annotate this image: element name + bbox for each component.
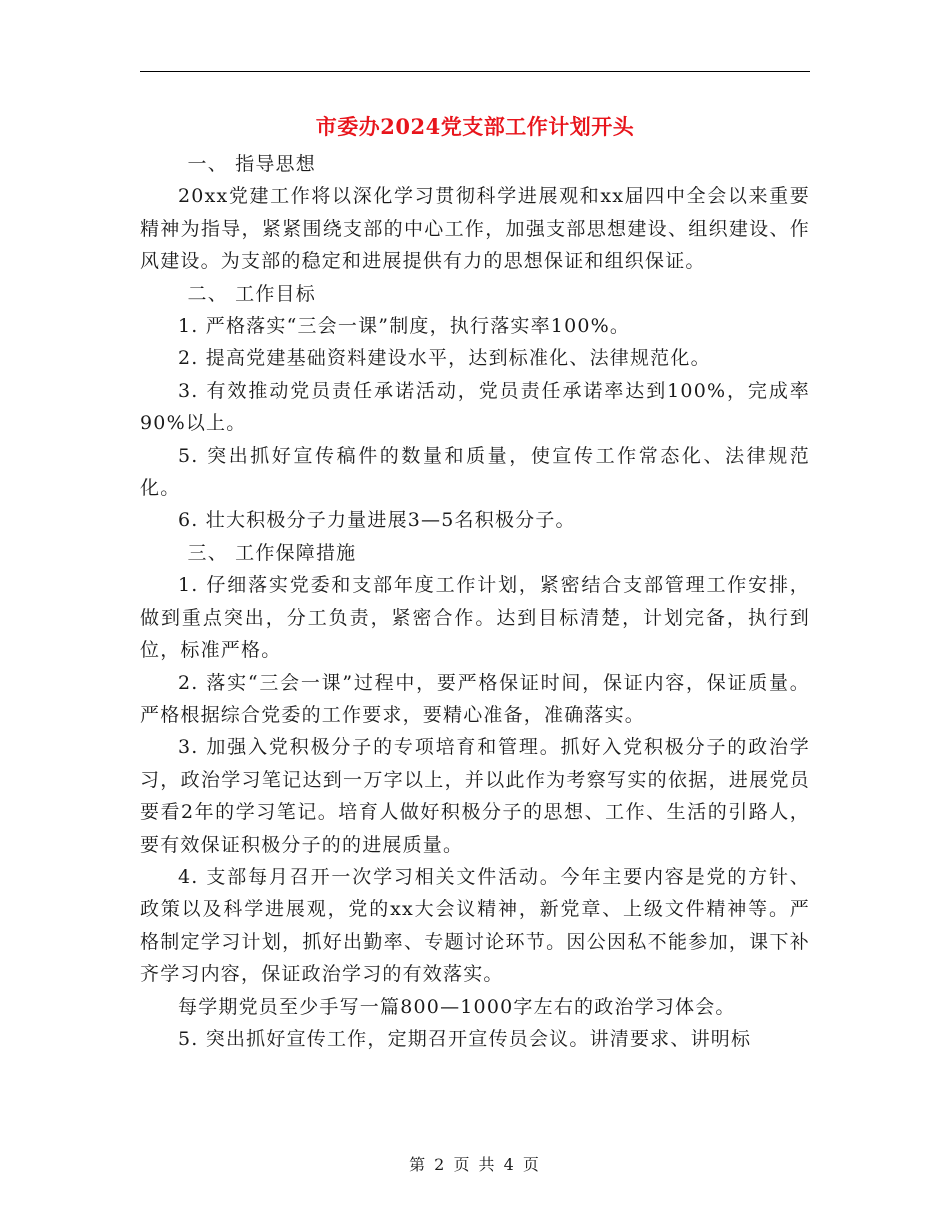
page-number: 第 2 页 共 4 页 bbox=[409, 1155, 541, 1174]
measure-item: 1. 仔细落实党委和支部年度工作计划，紧密结合支部管理工作安排，做到重点突出，分工负责，紧密合作。达到目标清楚，计划完备，执行到位，标准严格。 bbox=[140, 574, 810, 662]
goal-item: 3. 有效推动党员责任承诺活动，党员责任承诺率达到100%，完成率90%以上。 bbox=[140, 379, 810, 435]
document-title: 市委办2024党支部工作计划开头 bbox=[315, 114, 635, 139]
goal-item: 5. 突出抓好宣传稿件的数量和质量，使宣传工作常态化、法律规范化。 bbox=[140, 444, 810, 500]
measure-item: 2. 落实“三会一课”过程中，要严格保证时间，保证内容，保证质量。严格根据综合党委的工作要求，要精心准备，准确落实。 bbox=[140, 671, 810, 726]
goal-item: 1. 严格落实“三会一课”制度，执行落实率100%。 bbox=[178, 315, 631, 338]
measure-item: 4. 支部每月召开一次学习相关文件活动。今年主要内容是党的方针、政策以及科学进展观，党的xx大会议精神，新党章、上级文件精神等。严格制定学习计划，抓好出勤率、专题讨论环节。因公因私不能参加，课下补齐学习内容，保证政治学习的有效落实。 bbox=[140, 865, 810, 986]
header-rule bbox=[140, 71, 810, 72]
section-heading-guiding-ideology: 一、 指导思想 bbox=[187, 153, 316, 175]
measure-item: 3. 加强入党积极分子的专项培育和管理。抓好入党积极分子的政治学习，政治学习笔记达到一万字以上，并以此作为考察写实的依据，进展党员要看2年的学习笔记。培育人做好积极分子的思想、工作、生活的引路人，要有效保证积极分子的的进展质量。 bbox=[140, 736, 810, 856]
goal-item: 2. 提高党建基础资料建设水平，达到标准化、法律规范化。 bbox=[178, 347, 711, 370]
section-heading-work-goals: 二、 工作目标 bbox=[187, 282, 316, 305]
document-body bbox=[140, 148, 810, 1055]
goal-item: 6. 壮大积极分子力量进展3—5名积极分子。 bbox=[178, 509, 576, 532]
paragraph: 每学期党员至少手写一篇800—1000字左右的政治学习体会。 bbox=[178, 995, 736, 1018]
paragraph: 20xx党建工作将以深化学习贯彻科学进展观和xx届四中全会以来重要精神为指导，紧紧围绕支部的中心工作，加强支部思想建设、组织建设、作风建设。为支部的稳定和进展提供有力的思想保证和组织保证。 bbox=[140, 185, 810, 273]
measure-item: 5. 突出抓好宣传工作，定期召开宣传员会议。讲清要求、讲明标 bbox=[178, 1027, 752, 1050]
section-heading-safeguard-measures: 三、 工作保障措施 bbox=[187, 541, 357, 564]
